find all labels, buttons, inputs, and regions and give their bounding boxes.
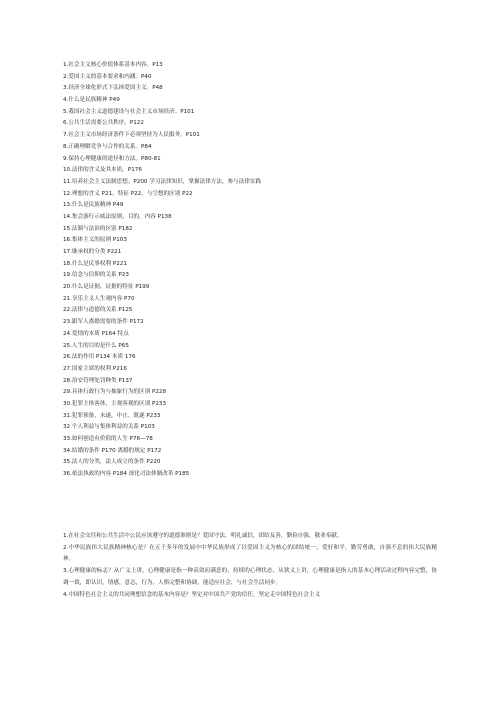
answer-paragraph: 3.心理健康的标志？从广义上讲，心理健康是指一种高效而满意的，持续的心理状态。从狭义上讲，心理健康是指人的基本心理活动过程内容完整，协调一致，即认识，情感，意志，行为，人格完整和协调，能适应社会，与社会生活同步。: [63, 568, 437, 586]
topic-item: 16.集体主义的原则 P103: [63, 237, 127, 244]
topic-item: 19.信念与信仰的关系 P23: [63, 272, 129, 279]
topic-item: 28.治安管理处罚种类 P137: [63, 377, 133, 384]
topic-item: 33.如何创造有价值的人生 P76—78: [63, 436, 153, 442]
topic-item: 6.公共生活需要公共秩序。P122: [63, 120, 144, 127]
answer-section: [63, 531, 437, 601]
topic-item: 20.什么是证据，证据的特征 P199: [63, 284, 150, 291]
answer-paragraph: 4.中国特色社会主义的共同理想信念的基本内容是？坚定对中国共产党的信任，坚定走中国特色社会主义: [63, 591, 321, 598]
topic-item: 11.培养社会主义法制思想。P200 学习法律知识，掌握法律方法，参与法律实践: [63, 178, 262, 185]
topic-item: 9.保持心理健康的途径和方法。P80-81: [63, 155, 161, 162]
topic-item: 24.爱情的本质 P164 特点: [63, 330, 129, 337]
topic-list: [63, 60, 435, 481]
topic-item: 18.什么是民事权利 P221: [63, 260, 127, 267]
topic-item: 12.理想的含义 P21，特征 P22，与空想的区别 P22: [63, 190, 193, 197]
topic-item: 5.我国社会主义道德建设与社会主义市场经济。P101: [63, 108, 195, 115]
topic-item: 25.人生的目的是什么 P65: [63, 342, 129, 349]
answer-paragraph: 1.在社会交往和公共生活中公民应该遵守的道德准则是？爱国守法，明礼诚信，团结友善，勤俭自强，敬业奉献。: [63, 533, 343, 539]
topic-item: 31.犯罪预备，未遂，中止，既遂 P233: [63, 412, 161, 419]
answer-paragraph: 2.中华民族伟大民族精神核心是？在五千多年的发展中中华民族形成了以爱国主义为核心的团结统一，爱好和平，勤劳勇敢，自强不息的伟大民族精神。: [63, 544, 437, 563]
topic-item: 26.法的作用 P134 本质 176: [63, 354, 136, 361]
topic-item: 7.社会主义市场经济条件下必须坚持为人民服务。P101: [63, 132, 200, 139]
topic-item: 13.什么是民族精神 P49: [63, 202, 124, 209]
topic-item: 36.依法执政的内容 P184 深化司法体制改革 P185: [63, 471, 190, 478]
topic-item: 34.结婚的条件 P170 离婚的规定 P172: [63, 447, 162, 454]
topic-item: 3.经济全球化形式下弘扬爱国主义。P48: [63, 85, 163, 92]
topic-item: 17.继承权的分类 P221: [63, 249, 122, 255]
topic-item: 15.法制与法治的区别 P182: [63, 225, 133, 232]
topic-item: 32.个人利益与集体利益的关系 P103: [63, 424, 155, 431]
topic-item: 22.法律与道德的关系 P125: [63, 307, 133, 314]
topic-item: 4.什么是民族精神 P49: [63, 97, 120, 104]
topic-item: 29.具体行政行为与抽象行为的区别 P228: [63, 389, 167, 396]
topic-item: 8.正确理解竞争与合作的关系。P84: [63, 143, 152, 150]
topic-item: 1.社会主义核心价值体系基本内容。P13: [63, 62, 163, 68]
topic-item: 2.爱国主义的基本要求和内涵。P40: [63, 73, 152, 80]
topic-item: 27.国家主席的权利 P216: [63, 365, 127, 372]
topic-item: 35.法人的分类，法人成立的条件 P220: [63, 459, 161, 466]
topic-item: 10.法律的含义及其本质。P176: [63, 167, 142, 174]
topic-item: 14.集会游行示威法原则，目的，内容 P138: [63, 213, 172, 220]
topic-item: 21.享乐主义人生观内容 P70: [63, 295, 135, 302]
topic-item: 23.跟军人离婚需要的条件 P172: [63, 319, 144, 326]
topic-item: 30.犯罪主体客体，主观客观的区别 P233: [63, 400, 167, 407]
